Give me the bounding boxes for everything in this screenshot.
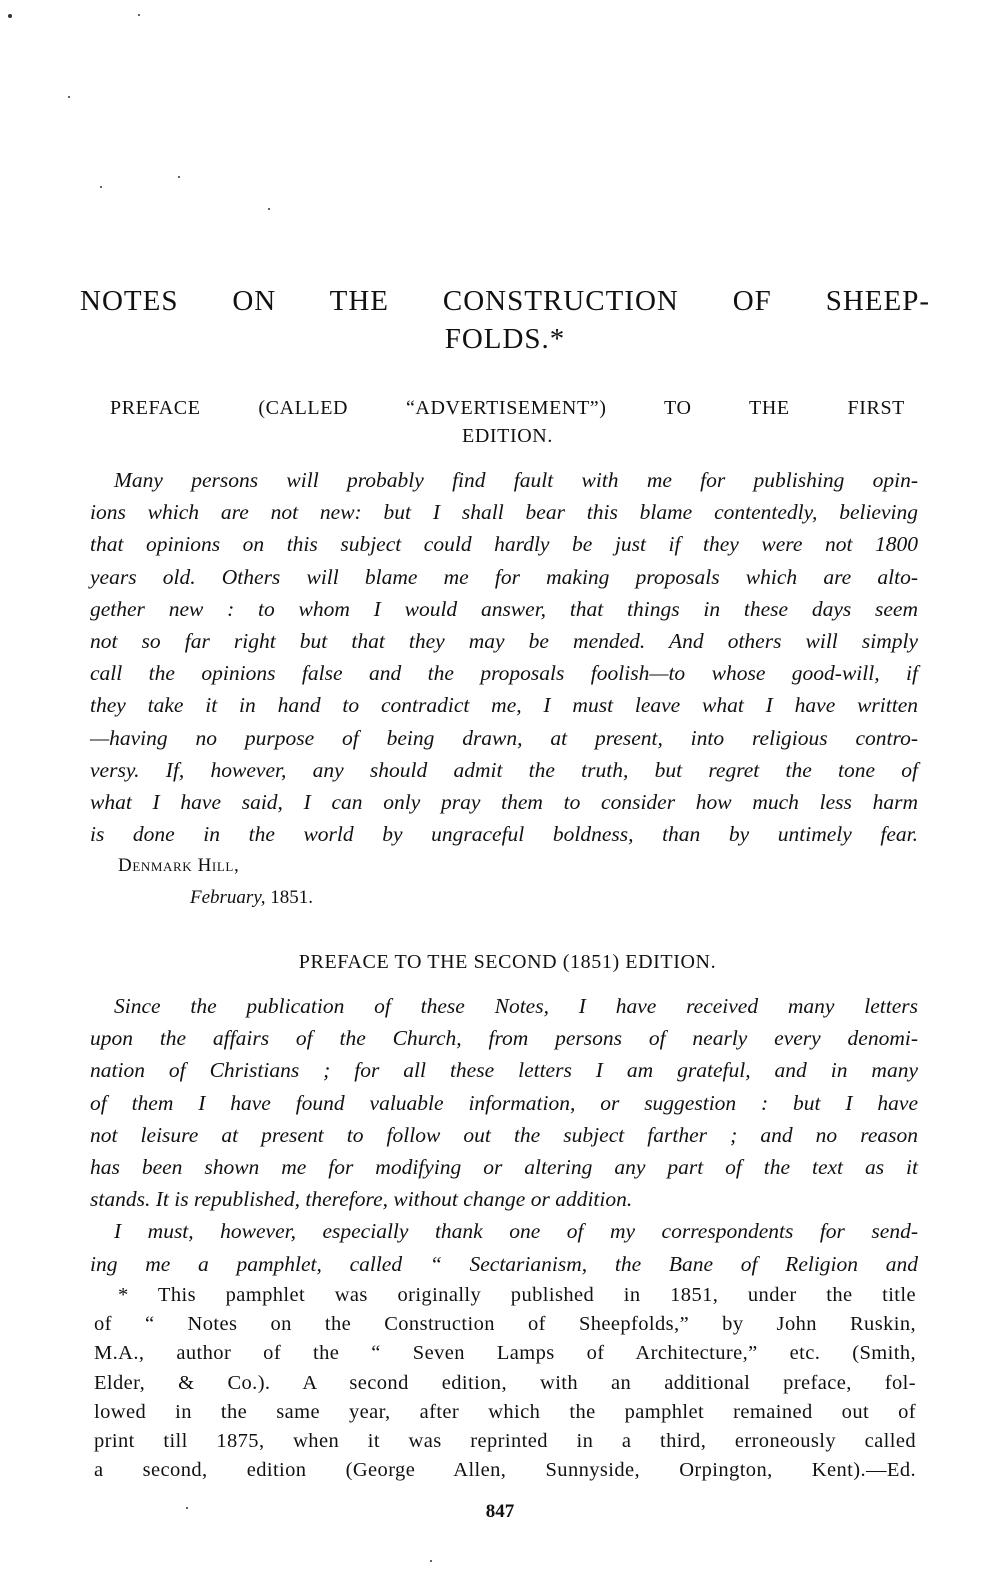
text-line: has been shown me for modifying or altering any part of the text as it	[90, 1154, 918, 1179]
text-line: —having no purpose of being drawn, at present, into religious contro-	[90, 725, 918, 750]
text-line: gether new : to whom I would answer, that things in these days seem	[90, 596, 918, 621]
text-line: Since the publication of these Notes, I have received many letters	[114, 994, 918, 1018]
second-preface-heading: PREFACE TO THE SECOND (1851) EDITION.	[298, 951, 717, 973]
footnote-line: Elder, & Co.). A second edition, with an additional preface, fol-	[94, 1371, 916, 1394]
text-line: stands. It is republished, therefore, without change or addition.	[90, 1187, 633, 1212]
signature-date	[190, 884, 313, 912]
text-line: of them I have found valuable information, or suggestion : but I have	[90, 1090, 918, 1115]
text-line: nation of Christians ; for all these letters I am grateful, and in many	[90, 1058, 918, 1083]
text-line: they take it in hand to contradict me, I must leave what I have written	[90, 693, 918, 718]
first-preface-text	[90, 464, 918, 850]
chapter-title-line: FOLDS.*	[444, 323, 566, 355]
footnote-line: M.A., author of the “ Seven Lamps of Architecture,” etc. (Smith,	[94, 1342, 916, 1365]
heading-line: PREFACE (CALLED “ADVERTISEMENT”) TO THE FIRST	[110, 397, 905, 419]
chapter-title-line: NOTES ON THE CONSTRUCTION OF SHEEP-	[80, 285, 930, 317]
text-line: upon the affairs of the Church, from persons of nearly every denomi-	[90, 1026, 918, 1051]
footnote-line: print till 1875, when it was reprinted in a third, erroneously called	[94, 1429, 916, 1452]
text-line: that opinions on this subject could hardly be just if they were not 1800	[90, 532, 918, 557]
footnote-line: * This pamphlet was originally published in 1851, under the title	[118, 1284, 916, 1306]
footnote-line: of “ Notes on the Construction of Sheepfolds,” by John Ruskin,	[94, 1313, 916, 1336]
first-preface-heading	[110, 394, 905, 450]
heading-line: EDITION.	[462, 425, 553, 447]
second-preface-text	[90, 990, 918, 1280]
text-line: Many persons will probably find fault with me for publishing opin-	[114, 468, 918, 492]
text-line: ing me a pamphlet, called “ Sectarianism, the Bane of Religion and	[90, 1251, 918, 1276]
signature-place: Denmark Hill,	[118, 855, 240, 876]
footnote-line: a second, edition (George Allen, Sunnyside, Orpington, Kent).—Ed.	[94, 1459, 916, 1482]
text-line: ions which are not new: but I shall bear this blame contentedly, believing	[90, 500, 918, 525]
text-line: is done in the world by ungraceful boldness, than by untimely fear.	[90, 822, 918, 847]
page-number: 847	[485, 1501, 515, 1522]
chapter-title	[80, 282, 930, 358]
text-line: years old. Others will blame me for making proposals which are alto-	[90, 564, 918, 589]
footnote-line: lowed in the same year, after which the pamphlet remained out of	[94, 1400, 916, 1423]
text-line: call the opinions false and the proposals foolish—to whose good-will, if	[90, 661, 918, 686]
text-line: versy. If, however, any should admit the truth, but regret the tone of	[90, 757, 918, 782]
signature-month: February,	[190, 887, 266, 908]
text-line: what I have said, I can only pray them to consider how much less harm	[90, 789, 918, 814]
text-line: I must, however, especially thank one of my correspondents for send-	[114, 1219, 918, 1244]
footnote	[94, 1281, 916, 1485]
text-line: not so far right but that they may be mended. And others will simply	[90, 628, 918, 653]
text-line: not leisure at present to follow out the subject farther ; and no reason	[90, 1122, 918, 1147]
signature-year: 1851.	[270, 887, 313, 908]
